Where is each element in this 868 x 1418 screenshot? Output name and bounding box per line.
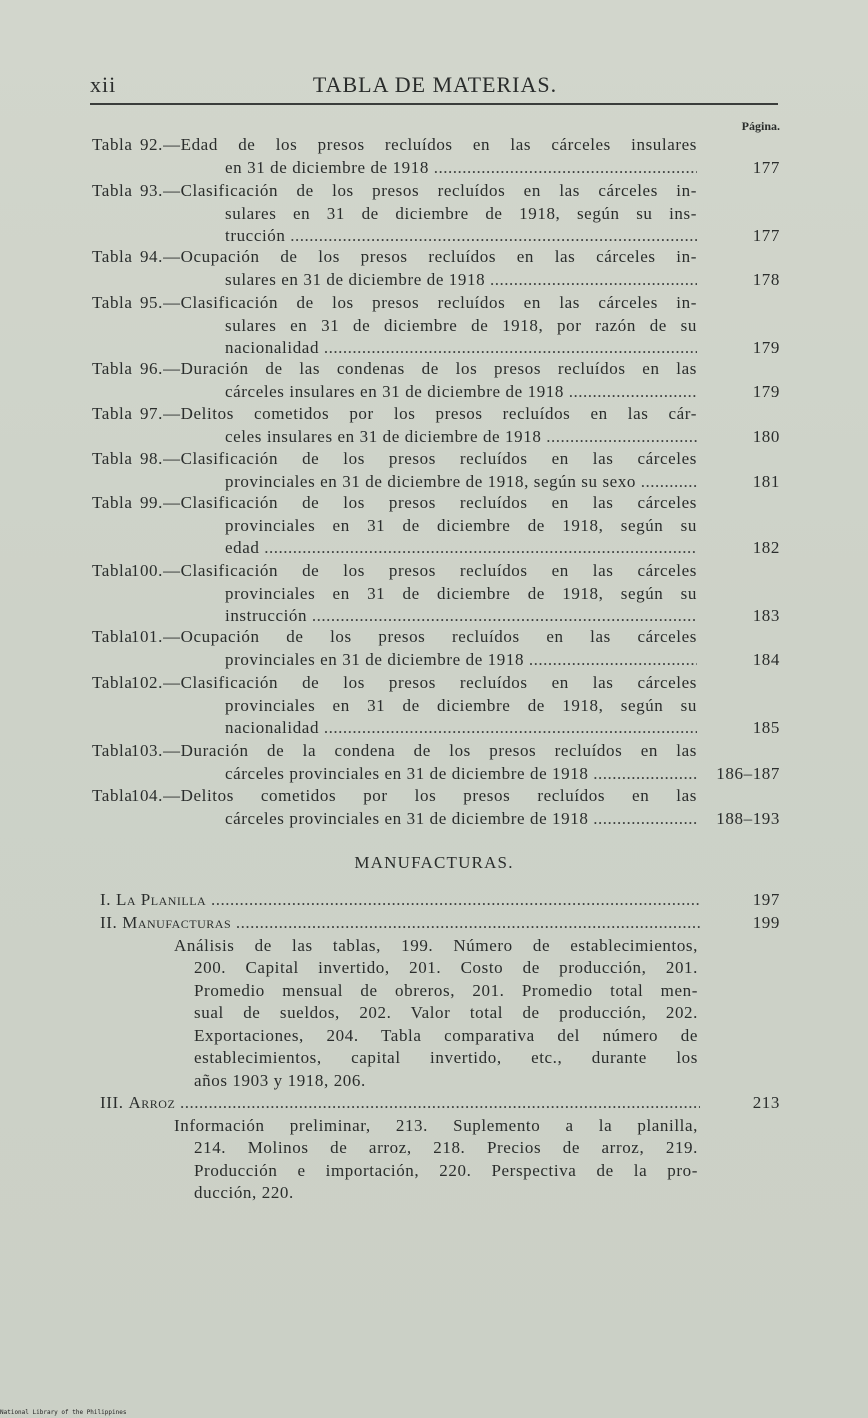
entry-line: provinciales en 31 de diciembre de 1918, según su [225, 515, 697, 535]
description-line: 200. Capital invertido, 201. Costo de producción, 201. [194, 958, 698, 977]
entry-number: 104. [130, 786, 163, 805]
item-title: La Planilla [115, 890, 207, 909]
description-line: años 1903 y 1918, 206. [194, 1070, 366, 1090]
entry-line: nacionalidad ..... [225, 717, 697, 740]
entry-line: cárceles provinciales en 31 de diciembre de 1918 ..... [225, 763, 697, 786]
section-title: MANUFACTURAS. [354, 853, 514, 872]
page-header [90, 64, 780, 104]
entry-line: cárceles insulares en 31 de diciembre de 1918 ..... [225, 381, 697, 404]
entry-page: 183 [752, 606, 780, 625]
entry-label: Tabla [92, 673, 133, 692]
entry-line: provinciales en 31 de diciembre de 1918, según su [225, 583, 697, 603]
entry-label: Tabla [92, 786, 133, 805]
entry-line: provinciales en 31 de diciembre de 1918, según su [225, 695, 697, 715]
entry-page: 185 [752, 718, 780, 737]
entry-line: cárceles provinciales en 31 de diciembre de 1918 ..... [225, 808, 697, 831]
entry-number: 100. [130, 561, 163, 580]
entry-line: instrucción ..... [225, 605, 697, 628]
manufacturas-item [100, 912, 780, 1092]
toc-entry [92, 403, 780, 448]
entry-label: Tabla [92, 135, 133, 154]
manufacturas-heading [100, 912, 700, 935]
item-numeral: I. [100, 890, 112, 909]
entry-page: 177 [752, 157, 780, 177]
description-line: sual de sueldos, 202. Valor total de producción, 202. [194, 1003, 698, 1022]
item-title: Manufacturas [122, 913, 232, 932]
entry-line: sulares en 31 de diciembre de 1918 ..... [225, 269, 697, 292]
entry-line: trucción ..... [225, 225, 697, 248]
manufacturas-heading [100, 889, 700, 912]
entry-line: en 31 de diciembre de 1918 ..... [225, 157, 697, 180]
entry-number: 99. [139, 493, 163, 512]
toc-entry [92, 740, 780, 785]
entry-page: 178 [752, 269, 780, 289]
item-title: Arroz [128, 1093, 176, 1112]
entry-line: —Clasificación de los presos recluídos en las cárceles in- [163, 293, 697, 312]
toc-entry [92, 180, 780, 248]
entry-label: Tabla [92, 449, 133, 468]
entry-number: 95. [139, 293, 163, 312]
toc-entry [92, 560, 780, 628]
entry-line: —Clasificación de los presos recluídos en las cárceles in- [163, 181, 697, 200]
item-description [174, 935, 698, 1093]
entry-number: 101. [130, 627, 163, 646]
manufacturas-item [100, 1092, 780, 1205]
toc-entry [92, 672, 780, 740]
header-rule [90, 103, 778, 105]
entry-page: 188–193 [716, 808, 780, 828]
page-title: TABLA DE MATERIAS. [312, 72, 558, 97]
entry-number: 94. [139, 247, 163, 266]
toc-entry [92, 134, 780, 179]
entry-label: Tabla [92, 741, 133, 760]
entry-page: 181 [752, 471, 780, 491]
description-line: establecimientos, capital invertido, etc., durante los [194, 1048, 698, 1067]
entry-line: —Clasificación de los presos recluídos en las cárceles [163, 449, 697, 468]
entry-label: Tabla [92, 359, 133, 378]
manufacturas-heading [100, 1092, 700, 1115]
entry-page: 179 [752, 338, 780, 357]
description-line: 214. Molinos de arroz, 218. Precios de arroz, 219. [194, 1138, 698, 1157]
entry-page: 180 [752, 426, 780, 446]
toc-entry [92, 358, 780, 403]
entry-page: 182 [752, 538, 780, 557]
entry-number: 93. [139, 181, 163, 200]
item-page: 213 [752, 1093, 780, 1112]
entry-line: —Clasificación de los presos recluídos en las cárceles [163, 673, 697, 692]
entry-page: 179 [752, 381, 780, 401]
description-line: Análisis de las tablas, 199. Número de establecimientos, [174, 935, 698, 955]
item-page: 197 [752, 890, 780, 909]
item-description [174, 1115, 698, 1205]
entry-label: Tabla [92, 181, 133, 200]
entry-label: Tabla [92, 247, 133, 266]
entry-label: Tabla [92, 493, 133, 512]
description-line: Promedio mensual de obreros, 201. Promedio total men- [194, 980, 698, 1000]
item-page: 199 [752, 913, 780, 932]
description-line: Exportaciones, 204. Tabla comparativa del número de [194, 1025, 698, 1045]
entry-line: —Delitos cometidos por los presos recluídos en las [163, 786, 697, 805]
description-line: ducción, 220. [194, 1183, 294, 1202]
footer-credit: National Library of the Philippines [0, 1409, 127, 1416]
entry-line: —Clasificación de los presos recluídos en las cárceles [163, 561, 697, 580]
entry-line: sulares en 31 de diciembre de 1918, según su ins- [225, 203, 697, 223]
entry-number: 97. [139, 404, 163, 423]
pagina-column-label: Página. [741, 119, 780, 133]
entry-line: sulares en 31 de diciembre de 1918, por razón de su [225, 315, 697, 335]
page-number: xii [90, 72, 117, 97]
entry-number: 92. [139, 135, 163, 154]
toc-entry [92, 785, 780, 830]
entry-number: 102. [130, 673, 163, 692]
entry-line: —Ocupación de los presos recluídos en las cárceles [163, 627, 697, 646]
entry-line: nacionalidad ..... [225, 337, 697, 360]
item-numeral: II. [100, 913, 118, 932]
entry-label: Tabla [92, 627, 133, 646]
entry-label: Tabla [92, 293, 133, 312]
entry-line: —Duración de las condenas de los presos recluídos en las [163, 359, 697, 378]
toc-entry [92, 626, 780, 671]
toc-entry [92, 292, 780, 360]
toc-entry [92, 246, 780, 291]
entry-line: celes insulares en 31 de diciembre de 1918 ..... [225, 426, 697, 449]
entry-label: Tabla [92, 561, 133, 580]
entry-page: 184 [752, 649, 780, 669]
entry-line: edad ..... [225, 537, 697, 560]
entry-page: 177 [752, 226, 780, 245]
entry-line: provinciales en 31 de diciembre de 1918, según su sexo ..... [225, 471, 697, 494]
toc-entry [92, 448, 780, 493]
item-numeral: III. [100, 1093, 124, 1112]
entry-line: —Edad de los presos recluídos en las cárceles insulares [163, 135, 697, 154]
entry-number: 103. [130, 741, 163, 760]
entry-number: 98. [139, 449, 163, 468]
entry-page: 186–187 [716, 763, 780, 783]
entry-line: provinciales en 31 de diciembre de 1918 ..... [225, 649, 697, 672]
description-line: Producción e importación, 220. Perspectiva de la pro- [194, 1160, 698, 1180]
entry-line: —Delitos cometidos por los presos recluídos en las cár- [163, 404, 697, 423]
entry-number: 96. [139, 359, 163, 378]
toc-entry [92, 492, 780, 560]
entry-label: Tabla [92, 404, 133, 423]
entry-line: —Duración de la condena de los presos recluídos en las [163, 741, 697, 760]
manufacturas-item [100, 889, 780, 912]
entry-line: —Ocupación de los presos recluídos en las cárceles in- [163, 247, 697, 266]
entry-line: —Clasificación de los presos recluídos en las cárceles [163, 493, 697, 512]
description-line: Información preliminar, 213. Suplemento a la planilla, [174, 1115, 698, 1135]
